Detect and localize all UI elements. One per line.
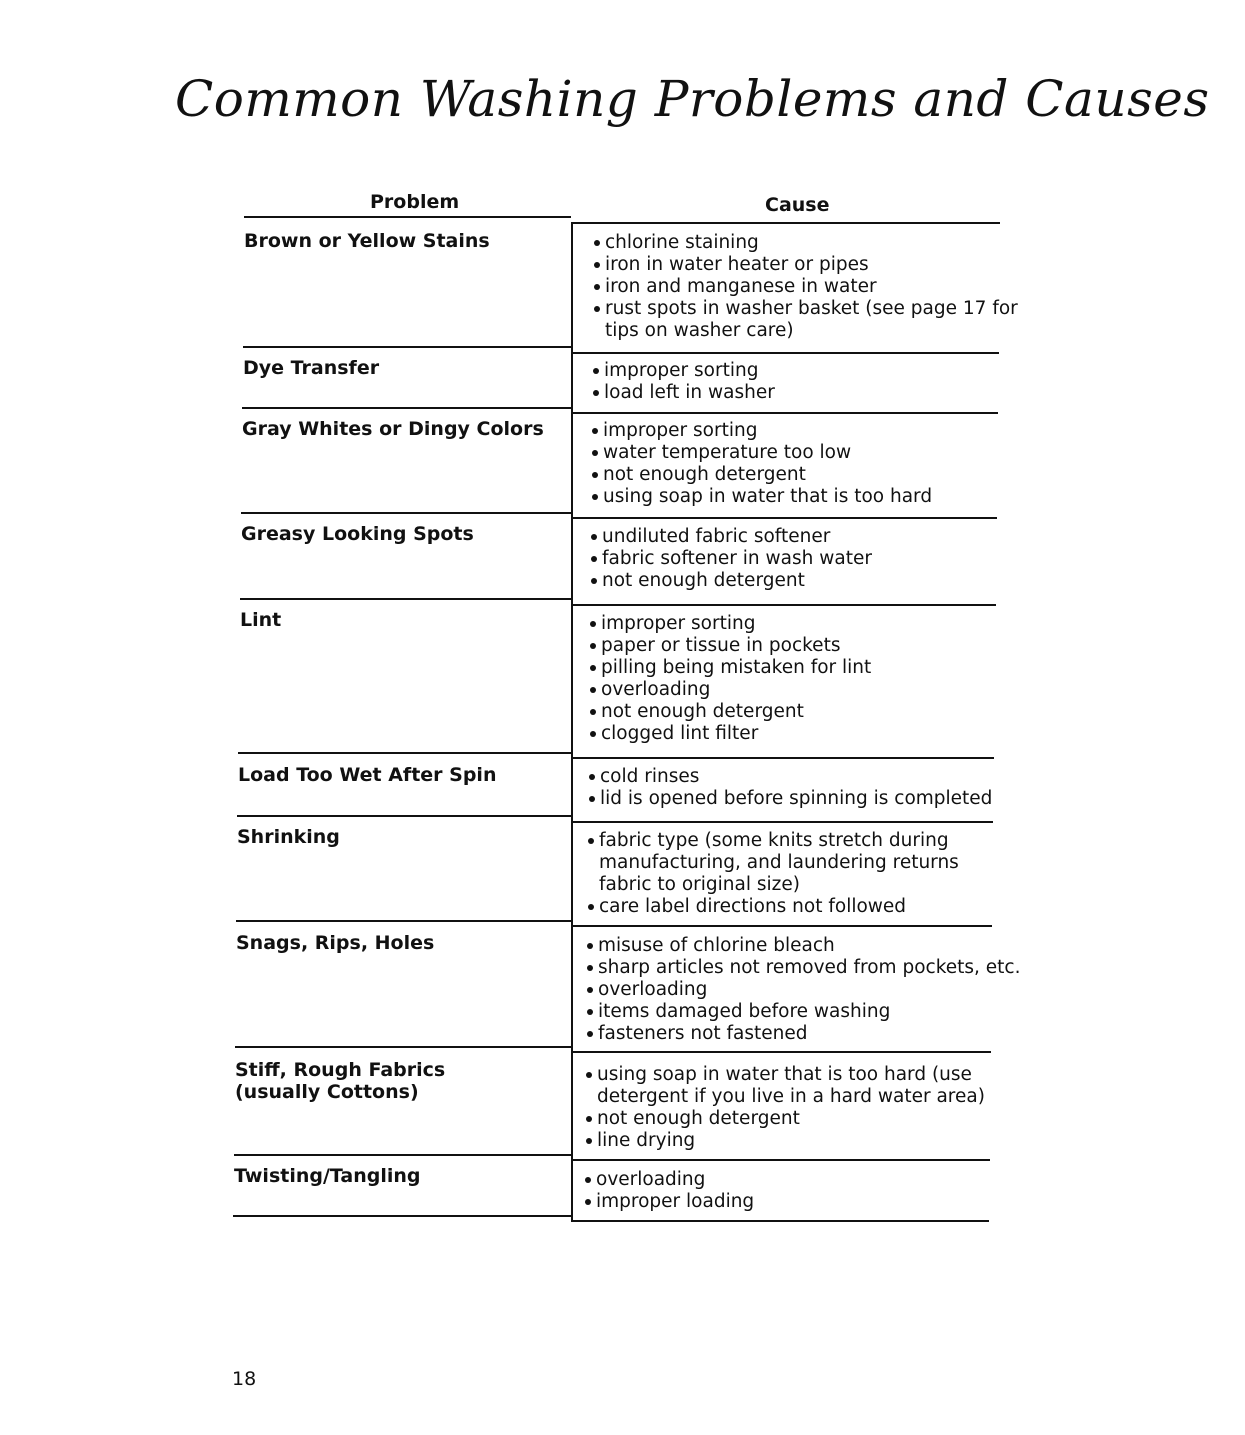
problem-label: Twisting/Tangling [234,1165,421,1187]
cause-list [587,830,959,918]
cause-item: using soap in water that is too hard [591,486,932,508]
cause-list [593,232,1018,342]
row-rule [571,925,992,927]
row-rule [571,1159,990,1161]
problem-label: Brown or Yellow Stains [244,230,490,252]
cause-item: fabric type (some knits stretch during manufacturing, and laundering returns fabric to original size) [587,830,959,896]
cause-item: items damaged before washing [586,1001,1020,1023]
cause-item: line drying [585,1130,985,1152]
row-rule [240,598,571,600]
cause-item: overloading [586,979,1020,1001]
column-header-cause: Cause [765,194,830,216]
cause-item: water temperature too low [591,442,932,464]
problem-label: Gray Whites or Dingy Colors [242,418,544,440]
cause-item: sharp articles not removed from pockets, etc. [586,957,1020,979]
cause-item: iron and manganese in water [593,276,1018,298]
cause-item: not enough detergent [585,1108,985,1130]
row-rule [241,512,571,514]
row-rule [571,757,994,759]
cause-list [591,420,932,508]
cause-list [588,766,992,810]
cause-item: clogged lint filter [589,723,871,745]
problem-label: Snags, Rips, Holes [236,932,435,954]
problem-cell [242,418,544,440]
problem-cell [235,1059,445,1103]
problem-label: Shrinking [237,826,340,848]
problem-cell [234,1165,421,1187]
cause-item: cold rinses [588,766,992,788]
header-rule-cause [571,222,1000,224]
problem-cell [236,932,434,954]
cause-item: improper sorting [592,360,775,382]
row-rule [571,604,996,606]
cause-item: fasteners not fastened [586,1023,1020,1045]
problem-label: (usually Cottons) [235,1081,419,1103]
row-rule [233,1215,571,1217]
row-rule [571,821,993,823]
cause-item: not enough detergent [589,701,871,723]
cause-list [589,613,871,745]
row-rule [234,1154,571,1156]
cause-item: chlorine staining [593,232,1018,254]
row-rule [237,815,571,817]
cause-item: undiluted fabric softener [590,526,872,548]
problem-cell [237,826,340,848]
cause-item: improper loading [584,1191,754,1213]
problem-label: Greasy Looking Spots [241,523,474,545]
cause-item: lid is opened before spinning is completed [588,788,992,810]
cause-item: using soap in water that is too hard (use detergent if you live in a hard water area) [585,1064,985,1108]
problem-cell [238,764,496,786]
cause-item: care label directions not followed [587,896,959,918]
problem-label: Dye Transfer [243,357,380,379]
cause-list [590,526,872,592]
row-rule [571,412,998,414]
cause-item: load left in washer [592,382,775,404]
page-title: Common Washing Problems and Causes [175,70,1210,128]
cause-item: not enough detergent [590,570,872,592]
cause-item: not enough detergent [591,464,932,486]
problem-cell [241,523,474,545]
row-rule [571,352,999,354]
problem-cell [243,357,379,379]
row-rule [242,407,571,409]
row-rule [235,1046,571,1048]
problem-label: Lint [240,609,282,631]
cause-list [586,935,1020,1045]
problem-label: Load Too Wet After Spin [238,764,497,786]
row-rule [571,1051,991,1053]
cause-item: improper sorting [591,420,932,442]
cause-item: fabric softener in wash water [590,548,872,570]
row-rule [238,752,571,754]
cause-item: misuse of chlorine bleach [586,935,1020,957]
cause-item: paper or tissue in pockets [589,635,871,657]
cause-item: rust spots in washer basket (see page 17 for tips on washer care) [593,298,1018,342]
cause-item: pilling being mistaken for lint [589,657,871,679]
cause-list [592,360,775,404]
problem-label: Stiff, Rough Fabrics [235,1059,446,1081]
cause-item: overloading [584,1169,754,1191]
cause-list [585,1064,985,1152]
row-rule [571,517,997,519]
problem-cell [244,230,490,252]
cause-item: improper sorting [589,613,871,635]
problem-cell [240,609,281,631]
page-number: 18 [232,1368,257,1390]
cause-list [584,1169,754,1213]
cause-item: iron in water heater or pipes [593,254,1018,276]
row-rule [236,920,571,922]
column-divider [571,222,573,1220]
cause-item: overloading [589,679,871,701]
row-rule [243,346,571,348]
column-header-problem: Problem [370,191,460,213]
row-rule [571,1220,989,1222]
header-rule-problem [244,216,571,218]
